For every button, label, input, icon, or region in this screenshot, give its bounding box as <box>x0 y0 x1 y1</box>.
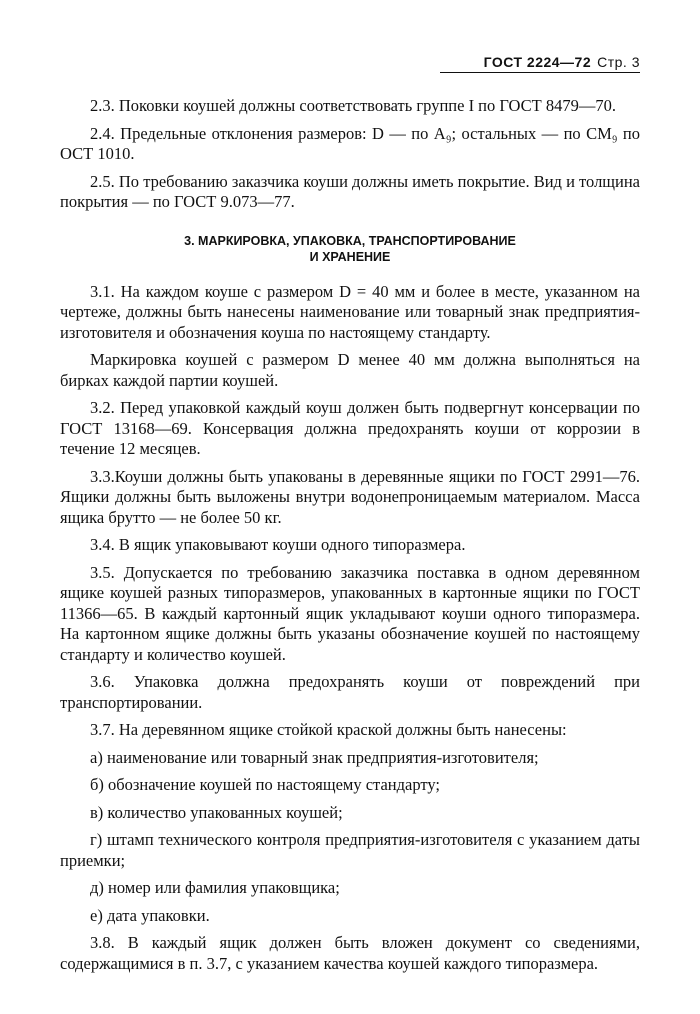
list-item: б) обозначение коушей по настоящему стандарту; <box>90 775 440 794</box>
page-header <box>440 54 640 73</box>
list-item: д) номер или фамилия упаковщика; <box>90 878 340 897</box>
section-title-line2: И ХРАНЕНИЕ <box>309 249 391 264</box>
paragraph-3-2: 3.2. Перед упаковкой каждый коуш должен быть подвергнут консервации по ГОСТ 13168—69. Консервация должна предохранять коуши от коррозии в течение 12 месяцев. <box>60 398 640 458</box>
paragraph-3-1: 3.1. На каждом коуше с размером D = 40 мм и более в месте, указанном на чертеже, должны быть нанесены наименование или товарный знак предприятия-изготовителя и обозначения коуша по настоящему стандарту. <box>60 281 640 342</box>
paragraph-2-3: 2.3. Поковки коушей должны соответствовать группе I по ГОСТ 8479—70. <box>90 96 616 115</box>
paragraph-3-5: 3.5. Допускается по требованию заказчика поставка в одном деревянном ящике коушей разных типоразмеров, упакованных в картонные ящики по ГОСТ 11366—65. В каждый картонный ящик укладывают коуши одного типоразмера. На картонном ящике должны быть указаны обозначение коушей по настоящему стандарту и количество коушей. <box>60 562 640 664</box>
list-item: а) наименование или товарный знак предприятия-изготовителя; <box>90 747 539 767</box>
list-item: г) штамп технического контроля предприятия-изготовителя с указанием даты приемки; <box>60 830 640 870</box>
paragraph-3-8: 3.8. В каждый ящик должен быть вложен документ со сведениями, содержащимися в п. 3.7, с указанием качества коушей каждого типоразмера. <box>60 933 640 973</box>
paragraph-3-6: 3.6. Упаковка должна предохранять коуши от повреждений при транспортировании. <box>60 672 640 712</box>
section-3-title <box>60 233 640 265</box>
paragraph-3-3: 3.3.Коуши должны быть упакованы в деревянные ящики по ГОСТ 2991—76. Ящики должны быть выложены внутри водонепроницаемым материалом. Масса ящика брутто — не более 50 кг. <box>60 466 640 527</box>
section-title-line1: 3. МАРКИРОВКА, УПАКОВКА, ТРАНСПОРТИРОВАНИЕ <box>184 233 516 248</box>
paragraph-3-1-marking: Маркировка коушей с размером D менее 40 мм должна выполняться на бирках каждой партии коушей. <box>60 350 640 390</box>
header-doc-number: ГОСТ 2224—72 <box>483 54 592 70</box>
paragraph-2-5: 2.5. По требованию заказчика коуши должны иметь покрытие. Вид и толщина покрытия — по ГОСТ 9.073—77. <box>60 171 640 211</box>
page-content <box>60 96 640 974</box>
paragraph-2-4: 2.4. Предельные отклонения размеров: D — по A₉; остальных — по CM₉ по ОСТ 1010. <box>60 123 640 163</box>
paragraph-3-7: 3.7. На деревянном ящике стойкой краской должны быть нанесены: <box>90 720 567 739</box>
header-page-number: Стр. 3 <box>597 54 640 70</box>
list-item: е) дата упаковки. <box>90 905 210 925</box>
paragraph-3-4: 3.4. В ящик упаковывают коуши одного типоразмера. <box>90 535 466 554</box>
list-item: в) количество упакованных коушей; <box>90 802 343 822</box>
